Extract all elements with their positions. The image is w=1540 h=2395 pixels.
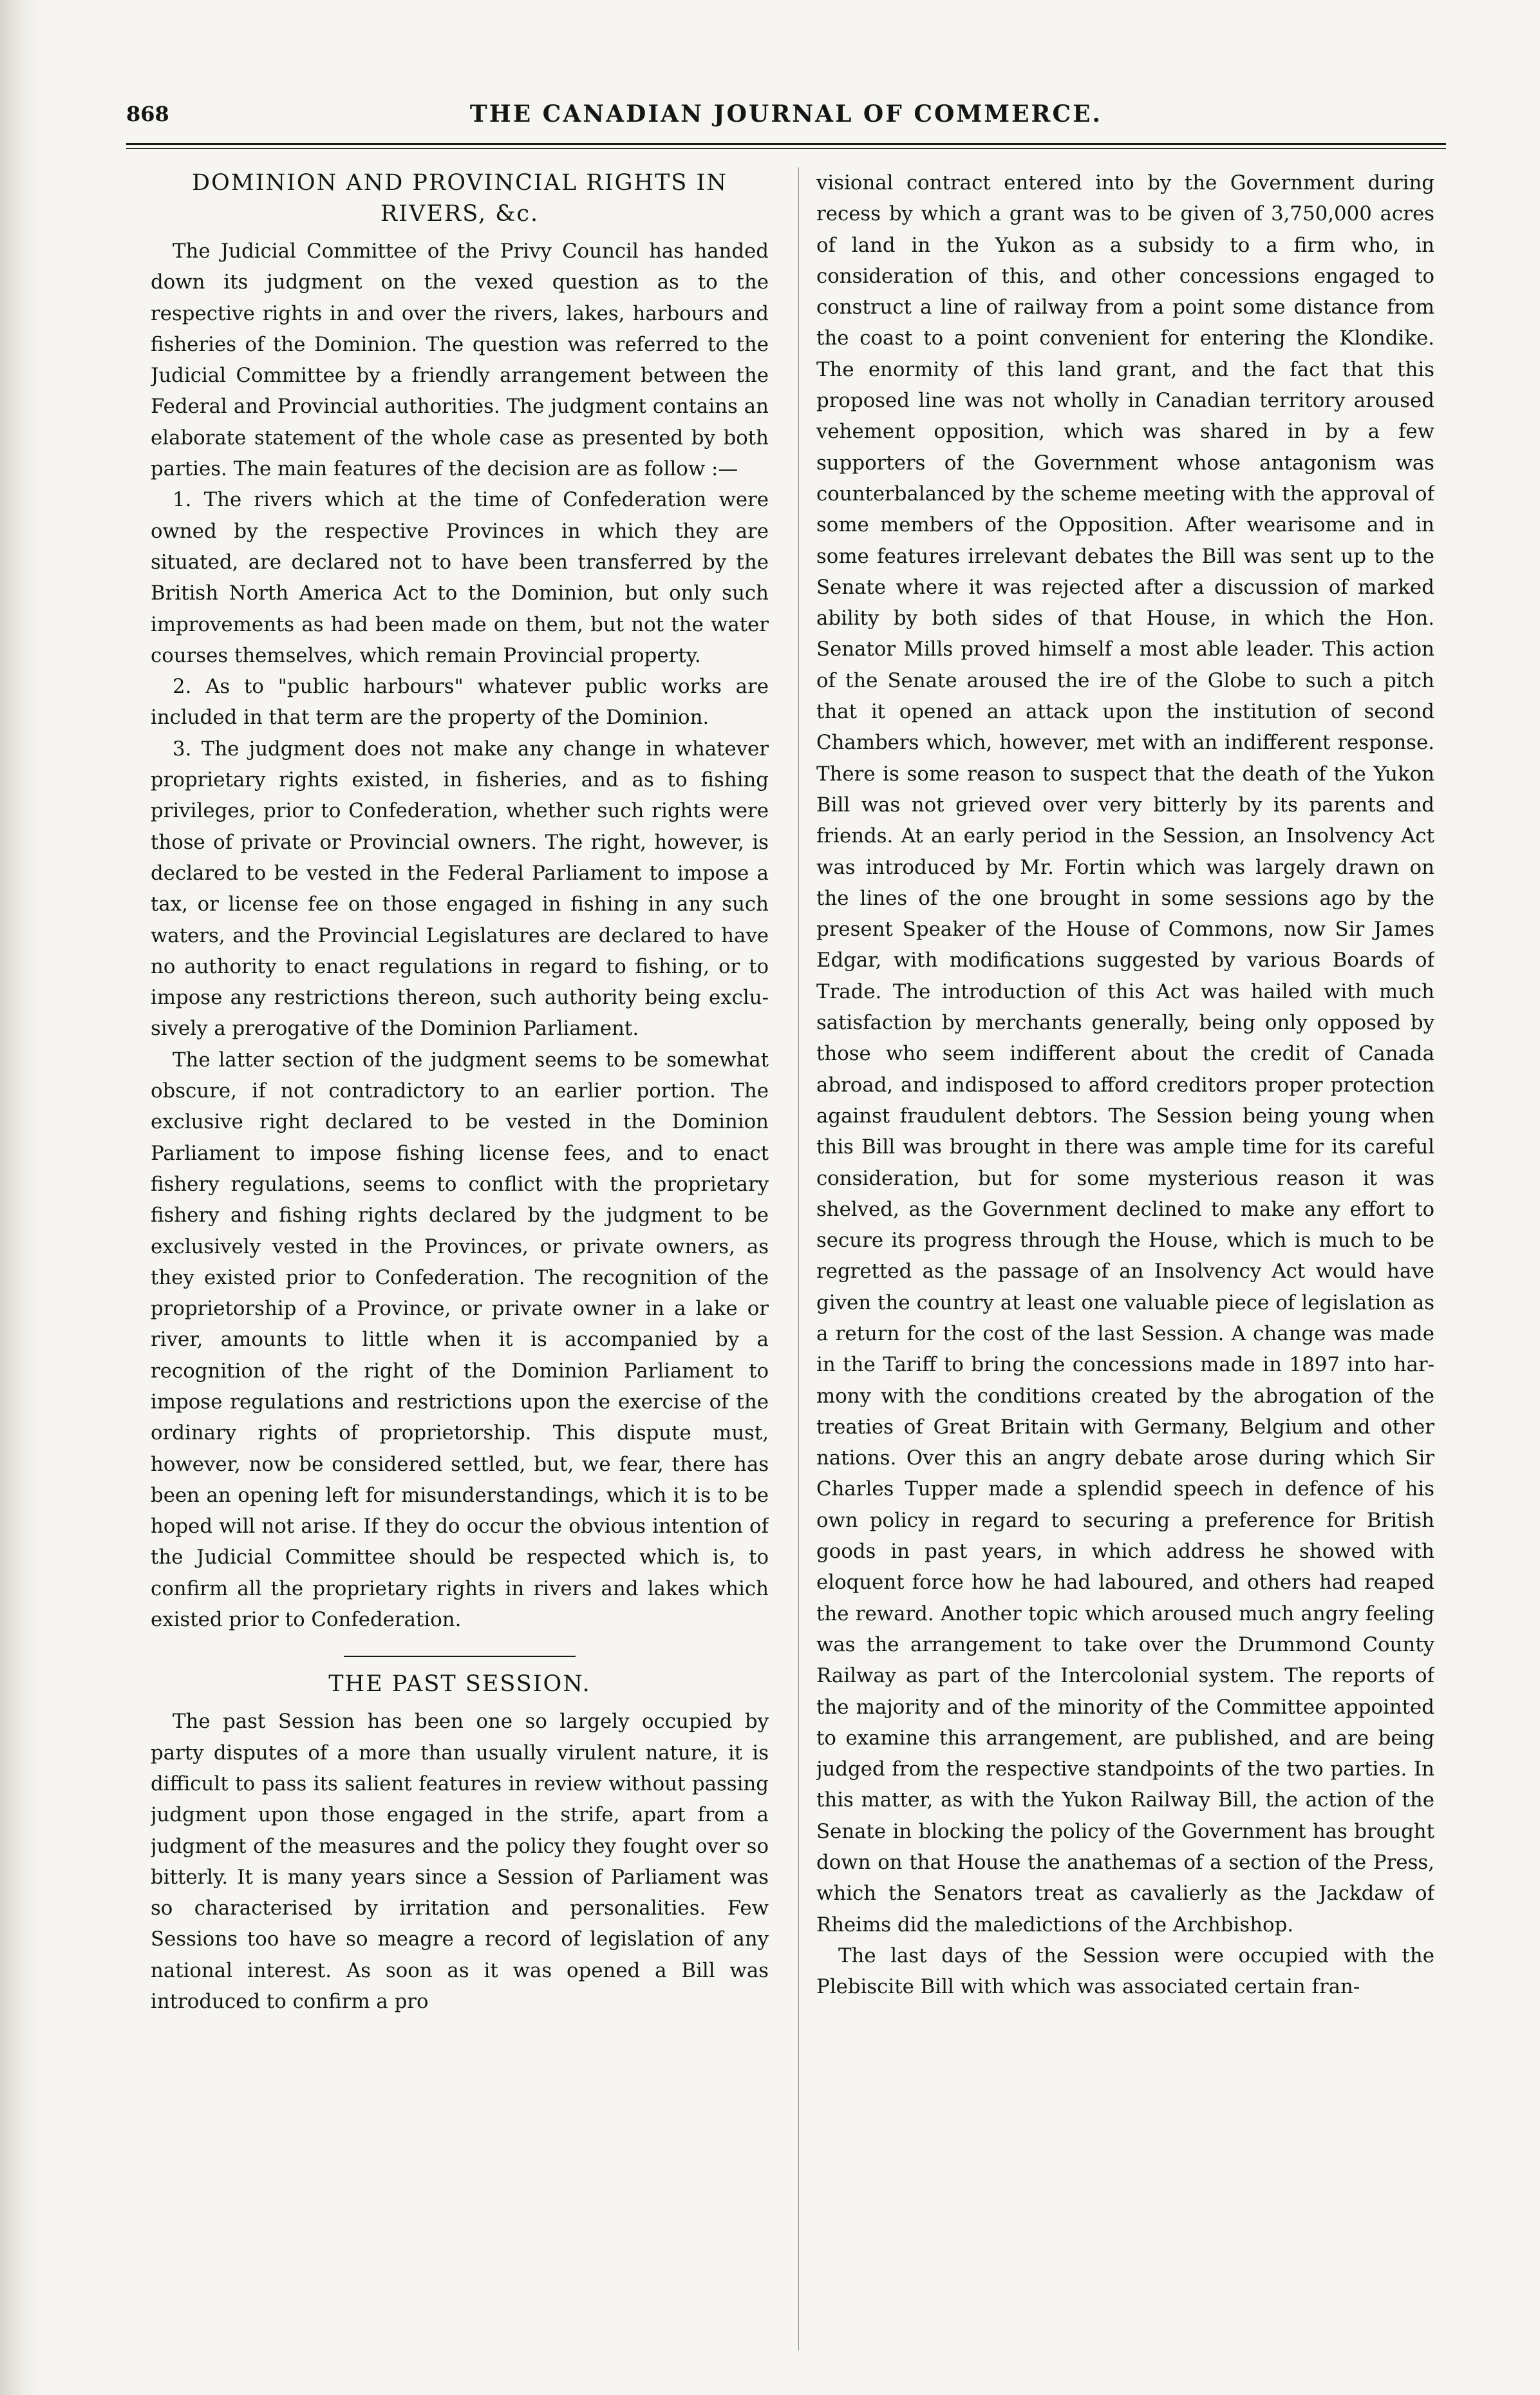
article-paragraph: 1. The rivers which at the time of Confederation were owned by the respective Provinces in which they are situated, are declared not to have been transferred by the British North America Act to the Dominion, but only such improvements as had been made on them, but not the water courses themselves, which remain Provincial property. <box>151 488 769 667</box>
page-header <box>126 97 1446 142</box>
right-column <box>816 167 1434 2351</box>
article-paragraph-continued: visional contract entered into by the Government during recess by which a grant was to be given of 3,750,000 acres of land in the Yukon as a subsidy to a firm who, in consideration of this, and other concessions engaged to construct a line of railway from a point some distance from the coast to a point convenient for entering the Klondike. The enormity of this land grant, and the fact that this proposed line was not wholly in Canadian territory aroused vehement opposition, which was shared in by a few supporters of the Government whose antagonism was counterbalanced by the scheme meeting with the approval of some members of the Opposition. After wearisome and in some features irrelevant debates the Bill was sent up to the Senate where it was rejected after a discussion of marked ability by both sides of that House, in which the Hon. Senator Mills proved himself a most able leader. This action of the Senate aroused the ire of the Globe to such a pitch that it opened an attack upon the institution of second Chambers which, however, met with an indifferent response. There is some reason to suspect that the death of the Yukon Bill was not grieved over very bitterly by its parents and friends. At an early period in the Session, an Insolvency Act was introduced by Mr. Fortin which was largely drawn on the lines of the one brought in some sessions ago by the present Speaker of the House of Commons, now Sir James Edgar, with modifications suggested by various Boards of Trade. The introduction of this Act was hailed with much satisfaction by merchants generally, being only opposed by those who seem indifferent about the credit of Canada abroad, and indisposed to afford creditors proper protection against fraudulent debtors. The Session being young when this Bill was brought in there was ample time for its careful consideration, but for some mysterious reason it was shelved, as the Government declined to make any effort to secure its progress through the House, which is much to be regretted as the passage of an Insolvency Act would have given the country at least one valuable piece of legislation as a return for the cost of the last Session. A change was made in the Tariff to bring the concessions made in 1897 into harmony with the conditions created by the abrogation of the treaties of Great Britain with Germany, Belgium and other nations. Over this an angry debate arose during which Sir Charles Tupper made a splendid speech in defence of his own policy in regard to securing a preference for British goods in past years, in which address he showed with eloquent force how he had laboured, and others had reaped the reward. Another topic which aroused much angry feeling was the arrangement to take over the Drummond County Railway as part of the Intercolonial system. The reports of the majority and of the minority of the Committee appointed to examine this arrangement, are published, and are being judged from the respective standpoints of the two parties. In this matter, as with the Yukon Railway Bill, the action of the Senate in blocking the policy of the Government has brought down on that House the anathemas of a section of the Press, which the Senators treat as cavalierly as the Jackdaw of Rheims did the maledictions of the Archbishop. <box>816 171 1434 1936</box>
article-paragraph: The latter section of the judgment seems to be somewhat obscure, if not contradictory to an earlier portion. The exclusive right declared to be vested in the Dominion Parliament to impose fishing license fees, and to enact fishery regulations, seems to conflict with the proprietary fishery and fishing rights declared by the judgment to be exclusively vested in the Provinces, or private owners, as they existed prior to Confederation. The recognition of the proprietorship of a Province, or private owner in a lake or river, amounts to little when it is accompanied by a recognition of the right of the Dominion Parliament to impose regulations and restrictions upon the exercise of the ordinary rights of proprietorship. This dispute must, however, now be considered settled, but, we fear, there has been an opening left for misunderstandings, which it is to be hoped will not arise. If they do occur the obvious intention of the Judicial Committee should be respected which is, to confirm all the proprietary rights in rivers and lakes which existed prior to Confederation. <box>151 1048 769 1632</box>
page-number: 868 <box>126 102 169 126</box>
header-rule-thin <box>126 148 1446 149</box>
article-paragraph: The Judicial Committee of the Privy Council has handed down its judgment on the vexed question as to the respective rights in and over the rivers, lakes, harbours and fisheries of the Dominion. The question was referred to the Judicial Committee by a friendly arrangement between the Federal and Provincial authorities. The judgment contains an elaborate statement of the whole case as presented by both parties. The main features of the decision are as follow :— <box>151 240 769 481</box>
binding-edge <box>0 0 40 2395</box>
column-separator <box>798 167 799 2351</box>
left-column <box>151 167 769 2351</box>
article-paragraph: 3. The judgment does not make any change in whatever proprietary rights existed, in fisheries, and as to fishing privileges, prior to Confederation, whether such rights were those of private or Provincial owners. The right, however, is declared to be vested in the Federal Parliament to impose a tax, or license fee on those engaged in fishing in any such waters, and the Provincial Legislatures are declared to have no authority to enact regulations in regard to fishing, or to impose any restrictions thereon, such authority being exclusively a prerogative of the Dominion Parliament. <box>151 737 769 1041</box>
journal-title: THE CANADIAN JOURNAL OF COMMERCE. <box>469 100 1103 128</box>
article-paragraph: 2. As to "public harbours" whatever public works are included in that term are the property of the Dominion. <box>151 675 769 730</box>
article-title: DOMINION AND PROVINCIAL RIGHTS IN RIVERS, &c. <box>192 170 728 227</box>
article-paragraph: The last days of the Session were occupied with the Plebiscite Bill with which was associated certain fran- <box>816 1944 1434 1999</box>
article-title: THE PAST SESSION. <box>328 1671 591 1698</box>
header-rule <box>126 143 1446 145</box>
article-paragraph: The past Session has been one so largely occupied by party disputes of a more than usually virulent nature, it is difficult to pass its salient features in review without passing judgment upon those engaged in the strife, apart from a judgment of the measures and the policy they fought over so bitterly. It is many years since a Session of Parliament was so characterised by irritation and personalities. Few Sessions too have so meagre a record of legislation of any national interest. As soon as it was opened a Bill was introduced to confirm a pro <box>151 1710 769 2014</box>
section-divider <box>344 1656 576 1657</box>
